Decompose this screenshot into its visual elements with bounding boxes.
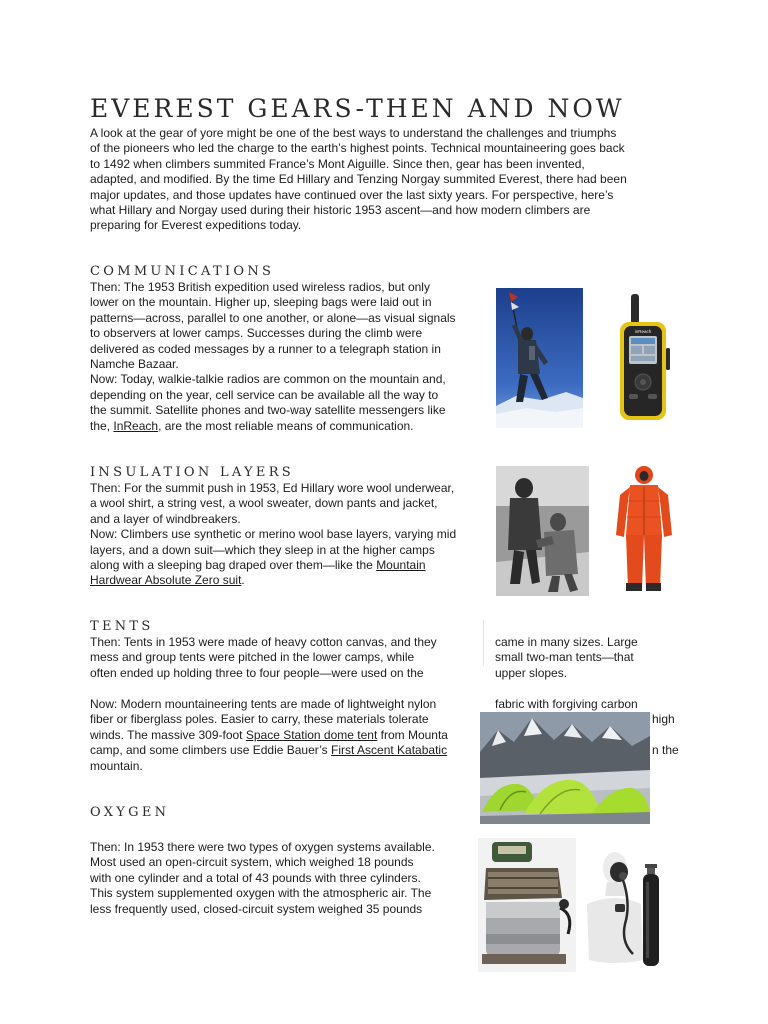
inreach-link[interactable]: InReach (113, 418, 159, 433)
communications-line: lower on the mountain. Higher up, sleeping bags were laid out in (90, 295, 432, 310)
tents-now-right-2: high (652, 712, 675, 726)
text-span: , are the most reliable means of communication. (158, 418, 414, 433)
insulation-line: layers, and a down suit—which they sleep in at the higher camps (90, 542, 435, 557)
modern-oxygen-mask-photo (585, 842, 663, 970)
communications-heading: COMMUNICATIONS (90, 264, 275, 279)
tents-line: came in many sizes. Large (495, 635, 638, 649)
tents-line: small two-man tents—that (495, 650, 634, 665)
oxygen-paragraph (90, 840, 435, 917)
insulation-line: Now: Climbers use synthetic or merino wool base layers, varying mid (90, 527, 457, 542)
communications-line (90, 419, 456, 434)
katabatic-tent-link[interactable]: First Ascent Katabatic (331, 743, 448, 758)
communications-line: Now: Today, walkie-talkie radios are common on the mountain and, (90, 372, 446, 387)
tents-line: Then: Tents in 1953 were made of heavy cotton canvas, and they (90, 635, 437, 649)
oxygen-line: less frequently used, closed-circuit system weighed 35 pounds (90, 901, 423, 916)
satellite-messenger-photo (612, 288, 688, 428)
tents-line: mountain. (90, 758, 143, 773)
oxygen-line: Most used an open-circuit system, which weighed 18 pounds (90, 855, 414, 870)
communications-line: patterns—across, parallel to one another, or alone—as visual signals (90, 310, 456, 325)
base-camp-tents-photo (480, 712, 650, 824)
tents-line: upper slopes. (495, 665, 568, 680)
insulation-line (90, 558, 456, 573)
insulation-line: Then: For the summit push in 1953, Ed Hillary wore wool underwear, (90, 481, 455, 495)
space-station-tent-link[interactable]: Space Station dome tent (245, 727, 378, 742)
absolute-zero-suit-link[interactable]: Mountain (376, 558, 426, 573)
communications-line: the summit. Satellite phones and two-way satellite messengers like (90, 403, 446, 418)
text-span: the, (90, 418, 114, 433)
tents-heading: TENTS (90, 619, 154, 634)
tents-now-left (90, 697, 448, 774)
oxygen-line: Then: In 1953 there were two types of oxygen systems available. (90, 840, 435, 854)
tents-line: Now: Modern mountaineering tents are made of lightweight nylon (90, 697, 437, 711)
communications-line: to observers at lower camps. Successes during the climb were (90, 326, 423, 341)
communications-line: Then: The 1953 British expedition used wireless radios, but only (90, 280, 430, 294)
insulation-line: and a layer of windbreakers. (90, 511, 241, 526)
page-title: EVEREST GEARS-THEN AND NOW (90, 94, 625, 123)
oxygen-heading: OXYGEN (90, 805, 170, 820)
tents-line: often ended up holding three to four people—were used on the (90, 665, 424, 680)
insulation-line: a wool shirt, a string vest, a wool sweater, down pants and jacket, (90, 496, 438, 511)
insulation-heading: INSULATION LAYERS (90, 465, 295, 480)
absolute-zero-suit-link[interactable]: Hardwear Absolute Zero suit (90, 573, 242, 588)
tents-line (90, 743, 448, 758)
communications-line: delivered as coded messages by a runner to a telegraph station in (90, 341, 441, 356)
communications-line: depending on the year, cell service can be available all the way to (90, 387, 439, 402)
tents-line (90, 728, 448, 743)
tents-then-right (495, 635, 638, 681)
hillary-norgay-photo (496, 466, 589, 596)
intro-line: of the pioneers who led the charge to the earth’s highest points. Technical mountaineering goes back (90, 141, 625, 156)
text-span: along with a sleeping bag draped over them—like the (90, 558, 377, 573)
tents-now-right-4: n the (652, 743, 679, 757)
insulation-line (90, 573, 456, 588)
communications-line: Namche Bazaar. (90, 357, 179, 372)
insulation-paragraph (90, 481, 456, 589)
oxygen-line: This system supplemented oxygen with the atmospheric air. The (90, 886, 432, 901)
intro-paragraph (90, 126, 627, 234)
communications-paragraph (90, 280, 456, 434)
summit-climber-photo (496, 288, 583, 428)
vintage-oxygen-apparatus-photo (478, 838, 576, 972)
intro-line: major updates, and those updates have continued over the last sixty years. For perspective, here’s (90, 187, 614, 202)
text-span: from Mounta (377, 727, 448, 742)
oxygen-line: with one cylinder and a total of 43 pounds with three cylinders. (90, 870, 421, 885)
tents-now-right-1: fabric with forgiving carbon (495, 697, 638, 711)
text-span: . (241, 573, 245, 588)
device-brand-label: inReach (634, 329, 652, 334)
down-suit-photo (614, 465, 674, 598)
intro-line: preparing for Everest expeditions today. (90, 218, 302, 233)
tents-line: fiber or fiberglass poles. Easier to carry, these materials tolerate (90, 712, 429, 727)
column-divider (483, 620, 484, 666)
text-span: winds. The massive 309-foot (90, 727, 246, 742)
intro-line: what Hillary and Norgay used during their historic 1953 ascent—and how modern climbers are (90, 203, 591, 218)
intro-line: adapted, and modified. By the time Ed Hillary and Tenzing Norgay summited Everest, there had been (90, 172, 627, 187)
text-span: camp, and some climbers use Eddie Bauer’s (90, 743, 332, 758)
tents-then-left (90, 635, 437, 681)
tents-line: mess and group tents were pitched in the lower camps, while (90, 650, 415, 665)
intro-line: A look at the gear of yore might be one of the best ways to understand the challenges and triumphs (90, 126, 617, 140)
intro-line: to 1492 when climbers summited France’s Mont Aiguille. Since then, gear has been invented, (90, 156, 585, 171)
